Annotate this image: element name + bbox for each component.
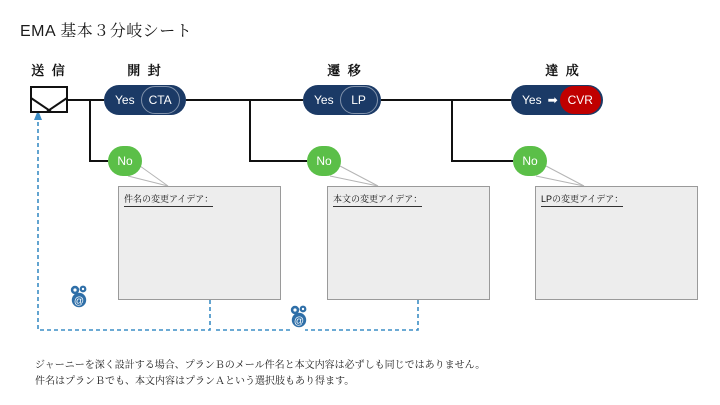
svg-text:@: @	[73, 296, 85, 307]
node-achievement-yes-cvr[interactable]	[511, 85, 603, 115]
page-title: EMA 基本３分岐シート	[20, 23, 193, 40]
column-heading-send: 送 信	[31, 63, 67, 78]
node-achievement-no[interactable]: No	[513, 146, 547, 176]
yes-label: Yes	[522, 93, 542, 107]
node-transition-no[interactable]: No	[307, 146, 341, 176]
arrow-right-icon: ➡	[547, 93, 558, 107]
footnote-line-2: 件名はプランＢでも、本文内容はプランＡという選択肢もあり得ます。	[35, 376, 355, 387]
node-transition-yes-lp[interactable]	[303, 85, 381, 115]
at-mail-icon	[66, 283, 94, 309]
footnote	[35, 358, 485, 390]
node-open-no[interactable]: No	[108, 146, 142, 176]
yes-label: Yes	[115, 93, 135, 107]
cvr-chip: CVR	[560, 86, 601, 114]
at-mail-icon	[286, 303, 314, 329]
column-heading-open: 開 封	[127, 63, 163, 78]
lp-chip: LP	[340, 86, 378, 114]
note-label-lp: LPの変更アイデア：	[541, 192, 623, 207]
note-label-body: 本文の変更アイデア：	[333, 192, 422, 207]
column-heading-achievement: 達 成	[545, 63, 581, 78]
note-label-subject: 件名の変更アイデア：	[124, 192, 213, 207]
svg-text:@: @	[293, 316, 305, 327]
yes-label: Yes	[314, 93, 334, 107]
cta-chip: CTA	[141, 86, 180, 114]
footnote-line-1: ジャーニーを深く設計する場合、プランＢのメール件名と本文内容は必ずしも同じではありません。	[35, 360, 486, 371]
column-heading-transition: 遷 移	[327, 63, 363, 78]
node-open-yes-cta[interactable]	[104, 85, 186, 115]
envelope-icon	[30, 86, 68, 113]
